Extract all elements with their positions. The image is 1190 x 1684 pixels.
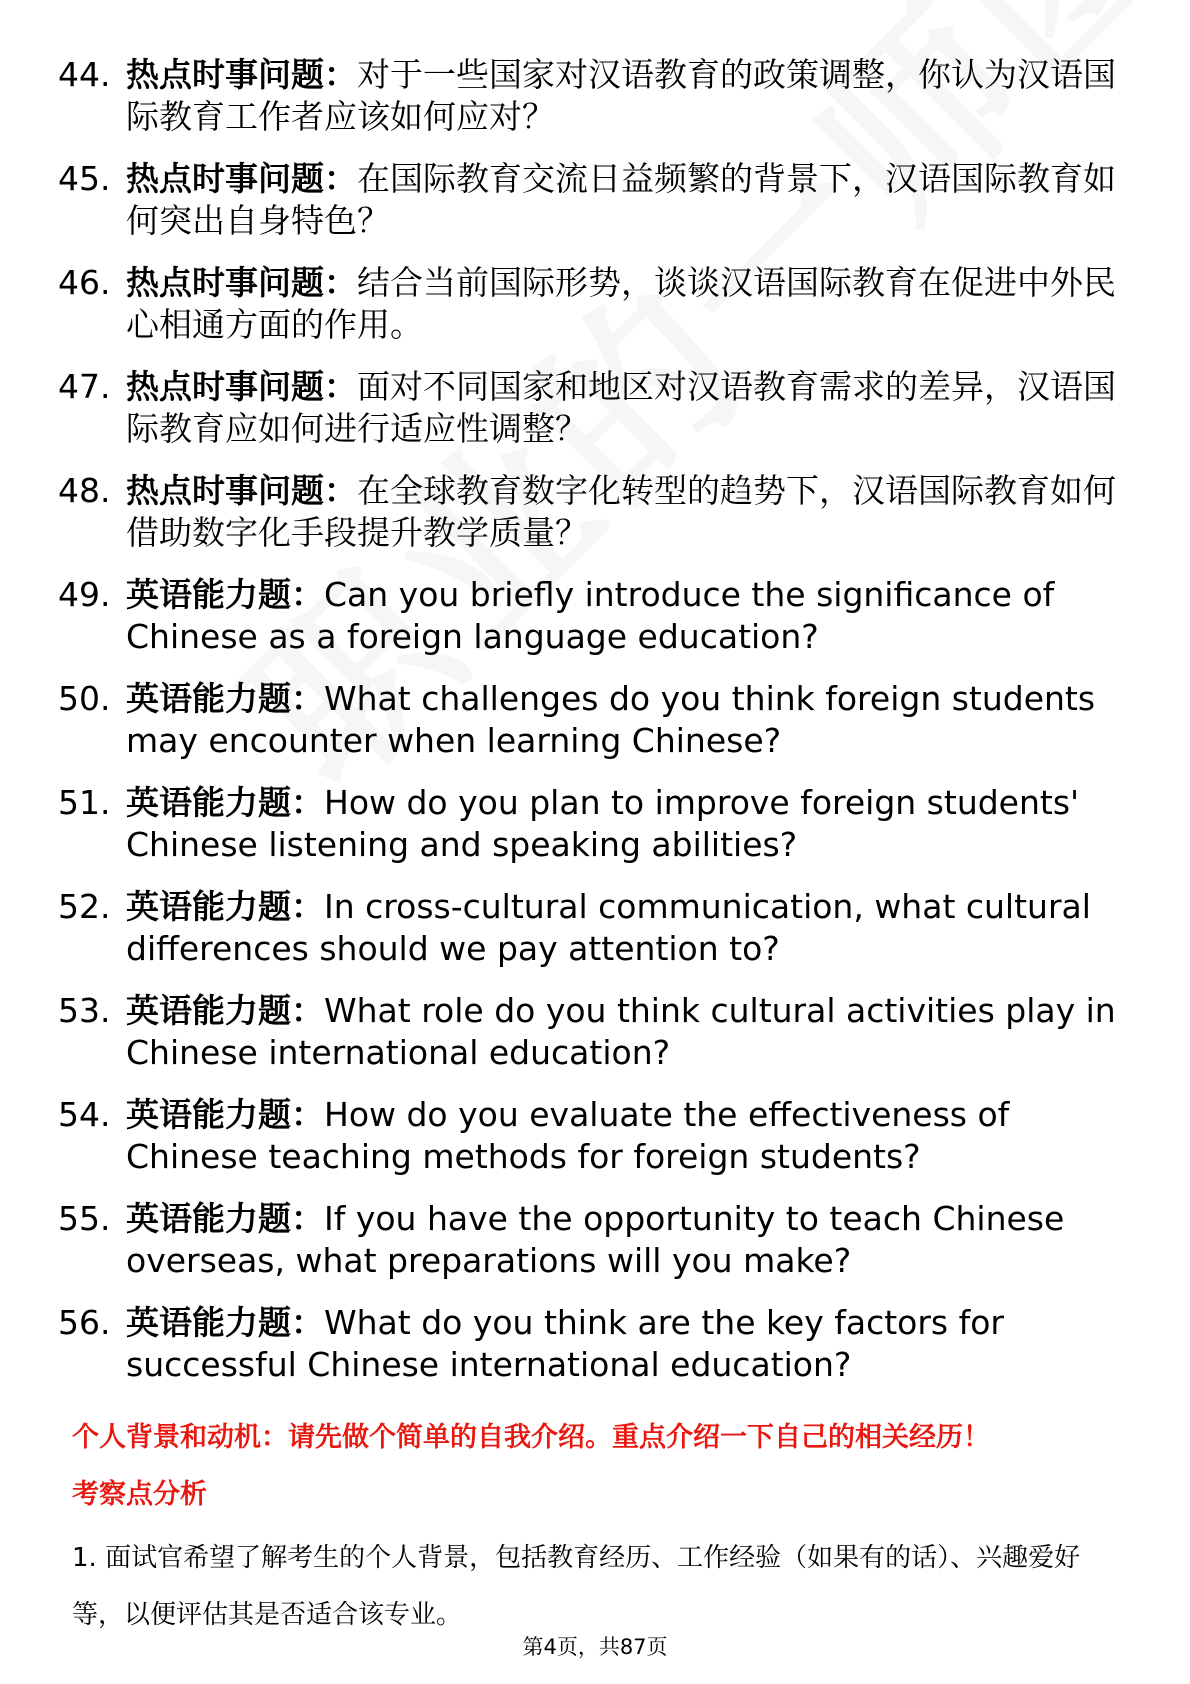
- page-footer: 第4页，共87页: [522, 1635, 668, 1659]
- question-number: 47.: [58, 367, 111, 406]
- question-item: [58, 262, 1138, 346]
- question-item: [58, 574, 1138, 658]
- section-heading: 个人背景和动机：请先做个简单的自我介绍。重点介绍一下自己的相关经历！: [72, 1422, 990, 1453]
- question-number: 44.: [58, 55, 111, 94]
- analysis-paragraph: 1. 面试官希望了解考生的个人背景，包括教育经历、工作经验（如果有的话）、兴趣爱好等，以便评估其是否适合该专业。: [72, 1543, 1081, 1630]
- question-text: What challenges do you think foreign students may encounter when learning Chinese?: [126, 679, 1096, 760]
- question-text: What role do you think cultural activities play in Chinese international education?: [126, 991, 1116, 1072]
- question-item: [58, 366, 1138, 450]
- question-category: 热点时事问题：: [126, 367, 357, 406]
- question-text: 结合当前国际形势，谈谈汉语国际教育在促进中外民心相通方面的作用。: [126, 263, 1116, 344]
- question-category: 英语能力题：: [126, 783, 324, 822]
- question-number: 48.: [58, 471, 111, 510]
- question-item: [58, 990, 1138, 1074]
- question-number: 45.: [58, 159, 111, 198]
- question-category: 热点时事问题：: [126, 159, 357, 198]
- question-item: [58, 886, 1138, 970]
- question-category: 热点时事问题：: [126, 471, 357, 510]
- question-list: [58, 54, 1138, 1406]
- question-item: [58, 782, 1138, 866]
- question-item: [58, 158, 1138, 242]
- question-text: 在国际教育交流日益频繁的背景下，汉语国际教育如何突出自身特色？: [126, 159, 1116, 240]
- question-category: 英语能力题：: [126, 575, 324, 614]
- question-item: [58, 1302, 1138, 1386]
- question-category: 英语能力题：: [126, 1303, 324, 1342]
- question-category: 英语能力题：: [126, 991, 324, 1030]
- question-number: 49.: [58, 575, 111, 614]
- question-item: [58, 1198, 1138, 1282]
- question-text: What do you think are the key factors for successful Chinese international education?: [126, 1303, 1004, 1384]
- question-category: 热点时事问题：: [126, 263, 357, 302]
- question-number: 51.: [58, 783, 111, 822]
- question-text: 在全球教育数字化转型的趋势下，汉语国际教育如何借助数字化手段提升教学质量？: [126, 471, 1116, 552]
- question-number: 53.: [58, 991, 111, 1030]
- question-number: 46.: [58, 263, 111, 302]
- question-number: 55.: [58, 1199, 111, 1238]
- question-category: 英语能力题：: [126, 1199, 324, 1238]
- question-number: 54.: [58, 1095, 111, 1134]
- question-text: 面对不同国家和地区对汉语教育需求的差异，汉语国际教育应如何进行适应性调整？: [126, 367, 1116, 448]
- question-text: How do you evaluate the effectiveness of Chinese teaching methods for foreign students?: [126, 1095, 1010, 1176]
- question-number: 50.: [58, 679, 111, 718]
- question-category: 英语能力题：: [126, 887, 324, 926]
- question-number: 52.: [58, 887, 111, 926]
- question-category: 英语能力题：: [126, 1095, 324, 1134]
- question-item: [58, 678, 1138, 762]
- question-item: [58, 470, 1138, 554]
- question-text: How do you plan to improve foreign students' Chinese listening and speaking abilities?: [126, 783, 1080, 864]
- question-text: 对于一些国家对汉语教育的政策调整，你认为汉语国际教育工作者应该如何应对？: [126, 55, 1116, 136]
- question-text: Can you briefly introduce the significance of Chinese as a foreign language education?: [126, 575, 1055, 656]
- question-item: [58, 1094, 1138, 1178]
- analysis-heading: 考察点分析: [72, 1479, 207, 1510]
- question-text: If you have the opportunity to teach Chinese overseas, what preparations will you make?: [126, 1199, 1065, 1280]
- question-category: 英语能力题：: [126, 679, 324, 718]
- question-item: [58, 54, 1138, 138]
- question-category: 热点时事问题：: [126, 55, 357, 94]
- question-text: In cross-cultural communication, what cultural differences should we pay attention to?: [126, 887, 1091, 968]
- question-number: 56.: [58, 1303, 111, 1342]
